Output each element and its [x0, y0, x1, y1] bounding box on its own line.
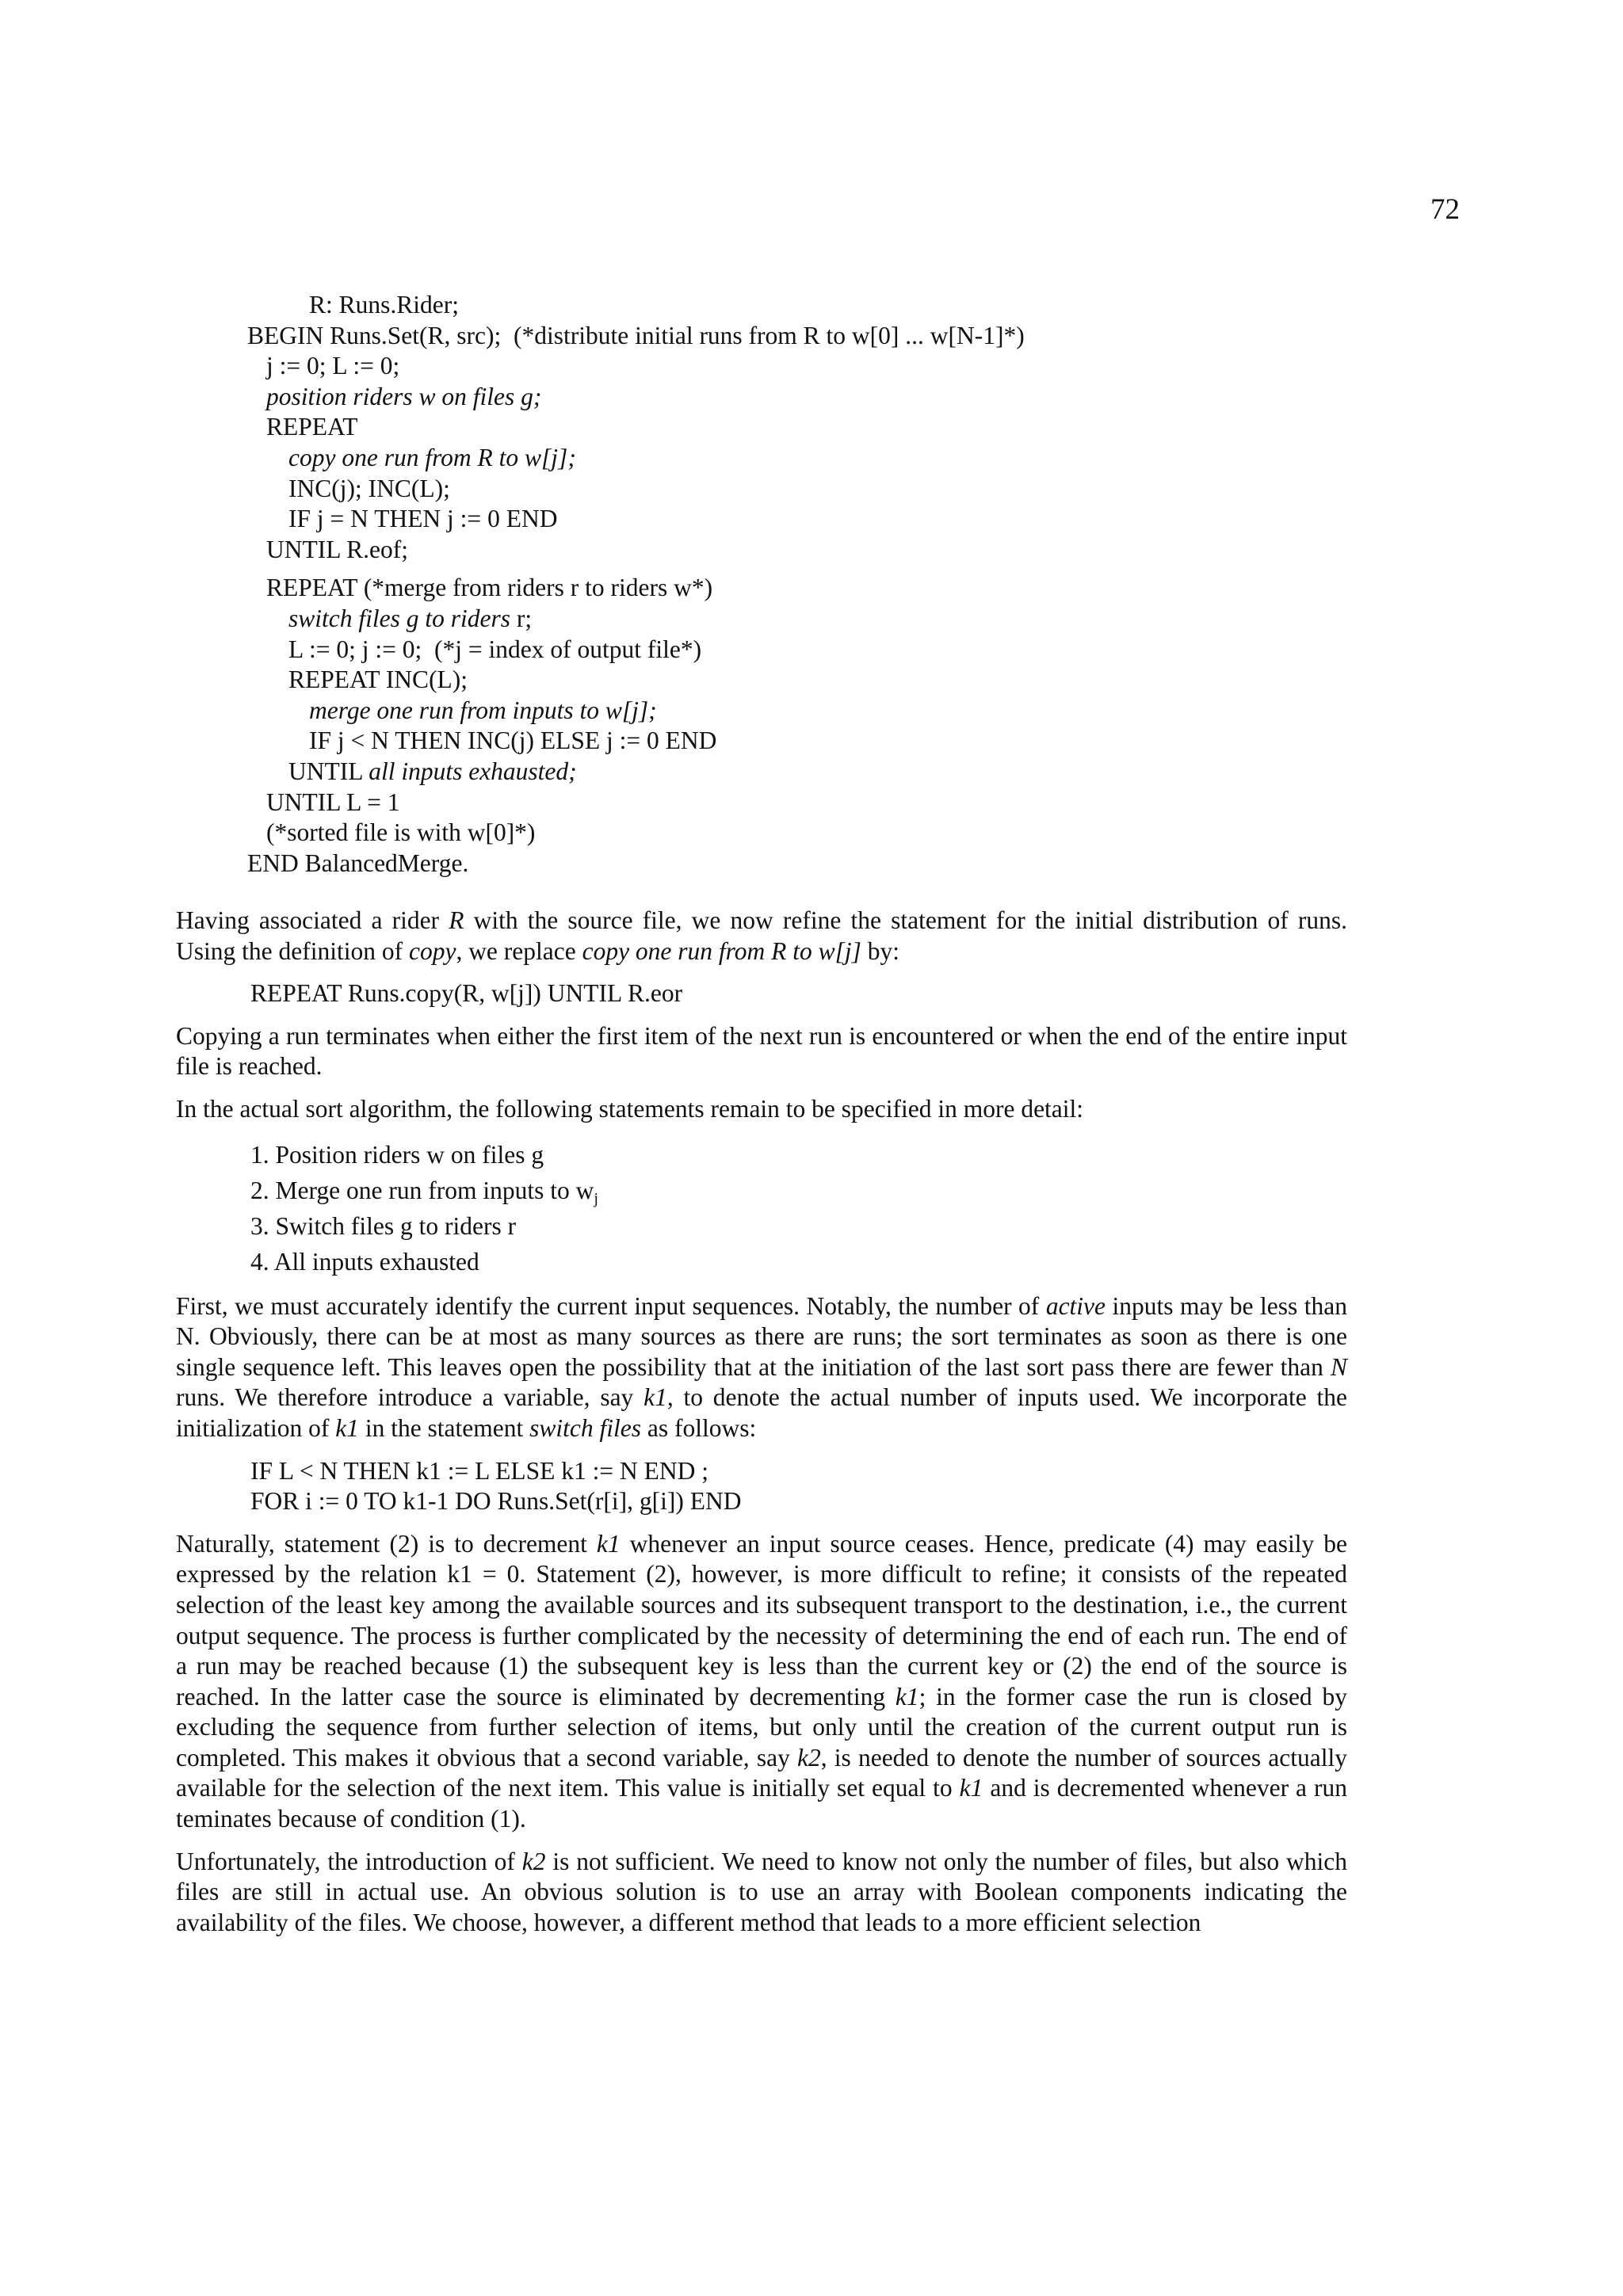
body-text: [176, 906, 1347, 1950]
text-run: L := 0; j := 0; (*j = index of output file*): [288, 635, 702, 663]
text-run: IF j = N THEN j := 0 END: [288, 505, 558, 533]
text-run: and is decremented whenever a run teminates because of condition (1).: [176, 1774, 1347, 1833]
code-line: [176, 665, 1365, 696]
page-number: 72: [1430, 193, 1460, 226]
emphasis-text: k1: [335, 1413, 359, 1442]
code-line: [176, 504, 1365, 535]
code-line: [176, 573, 1365, 604]
code-line: REPEAT Runs.copy(R, w[j]) UNTIL R.eor: [250, 979, 683, 1008]
text-run: ; in the former case the run is closed by excluding the sequence from further selection of items, but only until the creation of the current output run is completed. This makes it obvious that a second variable, say: [176, 1682, 1347, 1772]
list-item-text: 3. Switch files g to riders r: [250, 1211, 517, 1240]
emphasis-text: position riders w on files g;: [266, 382, 542, 410]
text-run: , is needed to denote the number of sources actually available for the selection of the next item. This value is initially set equal to: [176, 1743, 1347, 1802]
text-run: , to denote the actual number of inputs used. We incorporate the initialization of: [176, 1383, 1348, 1442]
emphasis-text: copy one run from R to w[j]: [582, 936, 861, 965]
code-line: [176, 726, 1365, 757]
code-statement-switch-files: [176, 1456, 1347, 1517]
emphasis-text: copy: [408, 936, 456, 965]
code-line: [176, 696, 1365, 727]
text-run: inputs may be less than N. Obviously, there can be at most as many sources as there are runs; the sort terminates as soon as there is one single sequence left. This leaves open the possibility that at the initiation of the last sort pass there are fewer than: [176, 1291, 1347, 1381]
emphasis-text: active: [1045, 1291, 1106, 1320]
code-line: [176, 604, 1365, 635]
list-item: [250, 1244, 1347, 1280]
emphasis-text: k1: [895, 1682, 919, 1711]
paragraph-rider-refinement: [176, 906, 1347, 967]
text-run: with the source file, we now refine the statement for the initial distribution of runs. Using the definition of: [176, 906, 1348, 965]
text-run: Unfortunately, the introduction of: [176, 1847, 522, 1875]
text-run: runs. We therefore introduce a variable, say: [176, 1383, 644, 1412]
code-line: [176, 849, 1365, 879]
emphasis-text: k1: [959, 1774, 983, 1802]
text-run: by:: [861, 936, 900, 965]
text-run: IF j < N THEN INC(j) ELSE j := 0 END: [309, 727, 717, 755]
text-run: Naturally, statement (2) is to decrement: [176, 1529, 597, 1558]
subscript: j: [594, 1189, 598, 1207]
emphasis-text: all inputs exhausted;: [369, 757, 577, 785]
emphasis-text: k1: [596, 1529, 621, 1558]
emphasis-text: switch files g to riders: [288, 604, 511, 632]
list-item-text: 2. Merge one run from inputs to w: [250, 1176, 594, 1204]
text-run: UNTIL: [288, 757, 369, 785]
emphasis-text: k2: [521, 1847, 546, 1875]
code-line: [176, 635, 1365, 666]
paragraph-copying-run: Copying a run terminates when either the first item of the next run is encountered or when the end of the entire input file is reached.: [176, 1021, 1347, 1081]
code-line: [176, 535, 1365, 566]
text-run: r;: [510, 604, 533, 632]
list-item-text: 1. Position riders w on files g: [250, 1140, 544, 1169]
emphasis-text: merge one run from inputs to w[j];: [309, 696, 657, 724]
text-run: REPEAT (*merge from riders r to riders w*): [266, 574, 713, 602]
emphasis-text: k1: [643, 1383, 667, 1412]
code-line: [176, 382, 1365, 413]
text-run: END BalancedMerge.: [247, 849, 469, 877]
list-item: [250, 1173, 1347, 1208]
code-line: FOR i := 0 TO k1-1 DO Runs.Set(r[i], g[i]) END: [250, 1487, 742, 1516]
code-line: [176, 412, 1365, 443]
code-line: [176, 788, 1365, 818]
text-run: REPEAT: [266, 413, 358, 441]
text-run: , we replace: [456, 936, 582, 965]
code-line: [176, 818, 1365, 849]
emphasis-text: k2: [797, 1743, 821, 1772]
code-line: [176, 290, 1365, 321]
code-listing: [176, 290, 1365, 879]
list-item-text: 4. All inputs exhausted: [250, 1247, 479, 1276]
code-line: [176, 443, 1365, 474]
text-run: Having associated a rider: [176, 906, 449, 934]
text-run: as follows:: [641, 1413, 757, 1442]
text-run: j := 0; L := 0;: [266, 352, 400, 380]
code-line: [176, 321, 1365, 352]
code-line: [176, 351, 1365, 382]
paragraph-input-sequences: [176, 1291, 1347, 1444]
emphasis-text: copy one run from R to w[j];: [288, 443, 576, 471]
text-run: INC(j); INC(L);: [288, 474, 450, 502]
text-run: in the statement: [358, 1413, 530, 1442]
statement-list: [176, 1137, 1347, 1280]
text-run: UNTIL R.eof;: [266, 535, 409, 563]
emphasis-text: N: [1330, 1352, 1347, 1381]
emphasis-text: R: [449, 906, 464, 934]
emphasis-text: switch files: [529, 1413, 642, 1442]
text-run: R: Runs.Rider;: [309, 291, 460, 318]
paragraph-k2-insufficient: [176, 1847, 1347, 1939]
text-run: BEGIN Runs.Set(R, src); (*distribute initial runs from R to w[0] ... w[N-1]*): [247, 321, 1025, 349]
paragraph-decrement-k1: [176, 1529, 1347, 1835]
text-run: (*sorted file is with w[0]*): [266, 818, 536, 847]
paragraph-statements-remaining: In the actual sort algorithm, the following statements remain to be specified in more detail:: [176, 1094, 1084, 1123]
text-run: whenever an input source ceases. Hence, predicate (4) may easily be expressed by the relation k1 = 0. Statement (2), however, is more difficult to refine; it consists of the repeated selection of the least key among the available sources and its subsequent transport to the destination, i.e., the current output sequence. The process is further complicated by the necessity of determining the end of each run. The end of a run may be reached because (1) the subsequent key is less than the current key or (2) the end of the source is reached. In the latter case the source is eliminated by decrementing: [176, 1529, 1347, 1711]
code-line: IF L < N THEN k1 := L ELSE k1 := N END ;: [250, 1456, 708, 1485]
text-run: UNTIL L = 1: [266, 788, 400, 816]
code-gap: [176, 565, 1365, 573]
list-item: [250, 1208, 1347, 1244]
text-run: REPEAT INC(L);: [288, 666, 468, 694]
list-item: [250, 1137, 1347, 1173]
code-line: [176, 757, 1365, 788]
text-run: First, we must accurately identify the current input sequences. Notably, the number of: [176, 1291, 1046, 1320]
code-statement-copy: [176, 978, 1347, 1009]
text-run: is not sufficient. We need to know not only the number of files, but also which files are still in actual use. An obvious solution is to use an array with Boolean components indicating the availability of the files. We choose, however, a different method that leads to a more efficient selection: [176, 1847, 1348, 1936]
code-line: [176, 474, 1365, 505]
